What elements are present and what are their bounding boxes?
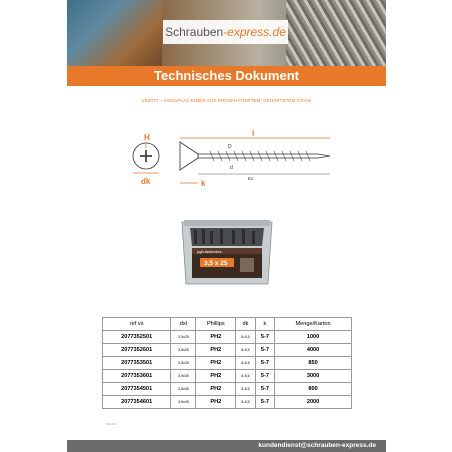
cell-dxl: 3,5x35 (171, 357, 196, 370)
cell-phillips: PH2 (196, 383, 236, 396)
cell-qty: 2000 (275, 396, 352, 409)
screw-thread (210, 151, 310, 161)
table-row (103, 383, 352, 396)
table-row (103, 357, 352, 370)
table-header-row (103, 318, 352, 331)
col-dk: dk (236, 318, 256, 331)
cell-phillips: PH2 (196, 370, 236, 383)
cell-k: 5-7 (255, 331, 274, 344)
screw-diagram (118, 128, 338, 198)
col-k: k (255, 318, 274, 331)
cell-phillips: PH2 (196, 357, 236, 370)
cell-k: 5-7 (255, 357, 274, 370)
label-H: H (144, 133, 150, 142)
cell-k: 5-7 (255, 344, 274, 357)
brand-accent: -express.de (223, 25, 286, 39)
document-reference: 06/2021 (106, 422, 117, 426)
cell-k: 5-7 (255, 396, 274, 409)
screw-head (180, 142, 198, 170)
label-k: k (201, 179, 206, 188)
cell-ref: 2077354601 (103, 396, 171, 409)
cell-qty: 800 (275, 383, 352, 396)
label-d: d (230, 165, 233, 171)
cell-qty: 3000 (275, 370, 352, 383)
product-brand: pgb-fasteners (197, 249, 222, 254)
cell-dk: 8-8,5 (236, 396, 256, 409)
footer-bar (67, 440, 386, 452)
cell-dk: 8-8,5 (236, 331, 256, 344)
cell-dk: 8-8,5 (236, 383, 256, 396)
screws-photo (286, 0, 386, 66)
cell-k: 5-7 (255, 370, 274, 383)
table-row (103, 370, 352, 383)
product-size: 3,5 x 25 (204, 260, 228, 267)
cell-qty: 1000 (275, 331, 352, 344)
cell-phillips: PH2 (196, 396, 236, 409)
cell-ref: 2077353501 (103, 357, 171, 370)
footer-email-link[interactable]: kundendienst@schrauben-express.de (258, 442, 376, 449)
cell-k: 5-7 (255, 383, 274, 396)
cell-ref: 2077352601 (103, 344, 171, 357)
col-phillips: Phillips (196, 318, 236, 331)
cell-dxl: 3,5x45 (171, 383, 196, 396)
product-subtitle: VS2077 – VISSAPLAC-EIMER AUS PHOSPHATIERTEM, GEHÄRTETEM STAHL (141, 98, 312, 103)
cell-ref: 2077354501 (103, 383, 171, 396)
cell-dxl: 3,5x25 (171, 331, 196, 344)
col-qty: Menge/Karton (275, 318, 352, 331)
cell-qty: 850 (275, 357, 352, 370)
cell-ref: 2077353601 (103, 370, 171, 383)
product-bucket-image (180, 218, 274, 288)
col-ref: ref vs (103, 318, 171, 331)
label-Ex: Ex (248, 176, 254, 181)
cell-dk: 8-8,5 (236, 357, 256, 370)
table-row (103, 344, 352, 357)
label-D: D (228, 144, 232, 150)
tools-photo (67, 0, 162, 66)
cell-dxl: 3,5x45 (171, 396, 196, 409)
cell-phillips: PH2 (196, 344, 236, 357)
cell-dk: 8-8,5 (236, 370, 256, 383)
col-dxl: dxl (171, 318, 196, 331)
cell-dk: 8-8,5 (236, 344, 256, 357)
cell-dxl: 3,5x35 (171, 370, 196, 383)
cell-phillips: PH2 (196, 331, 236, 344)
header-banner (67, 0, 386, 66)
screw-shank (198, 154, 330, 158)
label-l: l (252, 129, 255, 138)
table-row (103, 331, 352, 344)
brand-logo (163, 20, 288, 44)
page-title: Technisches Dokument (67, 66, 386, 86)
spec-table (102, 317, 352, 409)
cell-dxl: 3,5x25 (171, 344, 196, 357)
cell-ref: 2077352501 (103, 331, 171, 344)
label-dk: dk (141, 177, 151, 186)
brand-main: Schrauben (165, 25, 224, 39)
table-row (103, 396, 352, 409)
cell-qty: 4000 (275, 344, 352, 357)
